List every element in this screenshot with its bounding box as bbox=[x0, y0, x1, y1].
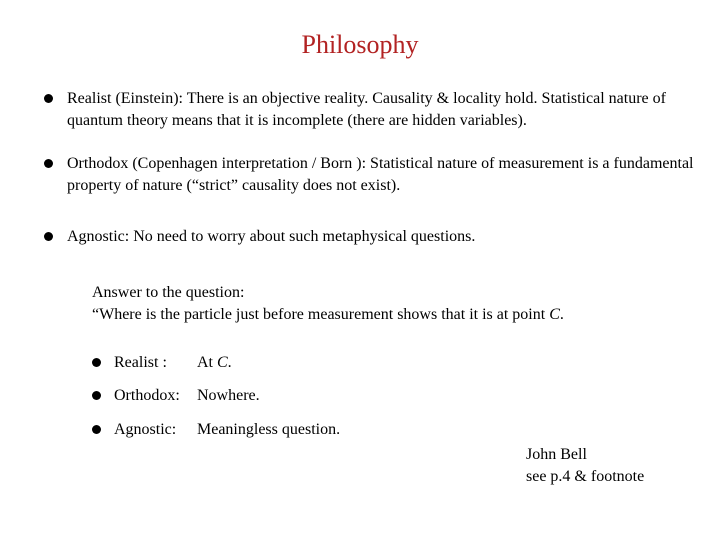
sub-bullet-value bbox=[197, 352, 232, 374]
sub-bullet-value: Meaningless question. bbox=[197, 421, 341, 438]
sub-bullet-label: Realist : bbox=[114, 354, 167, 371]
reference-author: John Bell bbox=[526, 446, 587, 463]
bullet-text: Orthodox (Copenhagen interpretation / Born ): Statistical nature of measurement is a fundamental property of nature (“strict” causality does not exist). bbox=[67, 155, 694, 194]
sub-bullet-value: Nowhere. bbox=[197, 387, 260, 404]
bullet-dot-icon bbox=[92, 391, 101, 400]
answer-question-end: . bbox=[559, 306, 564, 323]
answer-block bbox=[92, 282, 652, 326]
answer-question bbox=[92, 304, 652, 326]
bullet-orthodox bbox=[44, 153, 694, 197]
bullet-dot-icon bbox=[92, 358, 101, 367]
reference-note: see p.4 & footnote bbox=[526, 468, 645, 485]
bullet-agnostic bbox=[44, 226, 694, 248]
sub-bullet-value-italic: C bbox=[217, 354, 228, 371]
bullet-text: Realist (Einstein): There is an objective reality. Causality & locality hold. Statistical nature of quantum theory means that it is incomplete (there are hidden variables). bbox=[67, 90, 666, 129]
slide-title: Philosophy bbox=[301, 30, 419, 59]
sub-bullet-label: Orthodox: bbox=[114, 387, 180, 404]
bullet-dot-icon bbox=[44, 232, 53, 241]
bullet-realist bbox=[44, 88, 694, 132]
sub-bullet-value-end: . bbox=[227, 354, 232, 371]
reference-block bbox=[526, 444, 644, 488]
bullet-dot-icon bbox=[44, 94, 53, 103]
answer-heading: Answer to the question: bbox=[92, 284, 245, 301]
bullet-text: Agnostic: No need to worry about such metaphysical questions. bbox=[67, 228, 476, 245]
answer-question-text: “Where is the particle just before measurement shows that it is at point bbox=[92, 306, 550, 323]
answer-point: C bbox=[549, 306, 560, 323]
bullet-dot-icon bbox=[44, 159, 53, 168]
bullet-dot-icon bbox=[92, 425, 101, 434]
sub-bullet-value-text: At bbox=[197, 354, 217, 371]
sub-bullet-label: Agnostic: bbox=[114, 421, 177, 438]
